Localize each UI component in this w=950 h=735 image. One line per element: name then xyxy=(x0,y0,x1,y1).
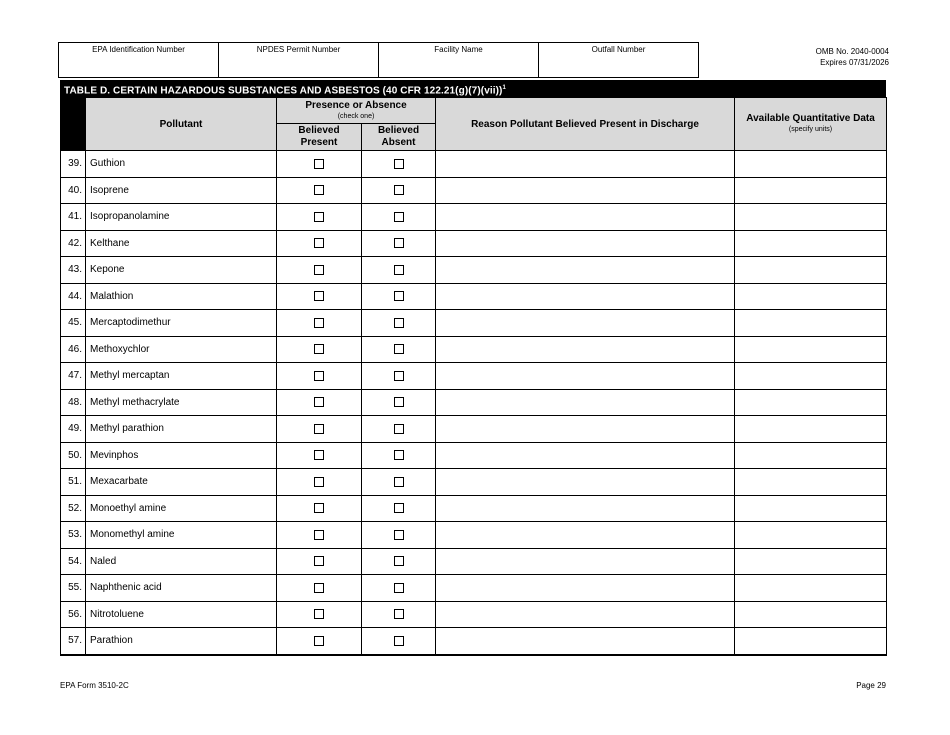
row-number: 43. xyxy=(61,257,86,284)
believed-present-checkbox[interactable] xyxy=(314,583,324,593)
pollutant-name: Kelthane xyxy=(86,230,277,257)
believed-absent-cell xyxy=(362,416,436,443)
believed-present-cell xyxy=(277,151,362,178)
table-row xyxy=(61,389,887,416)
believed-present-cell xyxy=(277,469,362,496)
quant-data-field[interactable] xyxy=(735,204,887,231)
row-number: 54. xyxy=(61,548,86,575)
outfall-number-field[interactable] xyxy=(539,43,698,77)
table-row xyxy=(61,495,887,522)
pollutant-name: Naled xyxy=(86,548,277,575)
believed-present-checkbox[interactable] xyxy=(314,424,324,434)
pollutant-name: Kepone xyxy=(86,257,277,284)
table-row xyxy=(61,469,887,496)
pollutant-name: Monomethyl amine xyxy=(86,522,277,549)
pollutant-name: Isopropanolamine xyxy=(86,204,277,231)
believed-present-cell xyxy=(277,310,362,337)
believed-absent-cell xyxy=(362,389,436,416)
believed-present-checkbox[interactable] xyxy=(314,636,324,646)
believed-absent-cell xyxy=(362,469,436,496)
table-row xyxy=(61,257,887,284)
quant-data-field[interactable] xyxy=(735,151,887,178)
believed-absent-cell xyxy=(362,442,436,469)
quant-data-field[interactable] xyxy=(735,389,887,416)
believed-absent-cell xyxy=(362,575,436,602)
believed-present-cell xyxy=(277,204,362,231)
reason-field[interactable] xyxy=(436,601,735,628)
quant-data-field[interactable] xyxy=(735,283,887,310)
reason-header: Reason Pollutant Believed Present in Discharge xyxy=(436,98,735,151)
presence-header: Presence or Absence (check one) xyxy=(277,98,436,124)
believed-present-cell xyxy=(277,601,362,628)
reason-field[interactable] xyxy=(436,177,735,204)
table-row xyxy=(61,230,887,257)
believed-absent-cell xyxy=(362,363,436,390)
believed-absent-cell xyxy=(362,601,436,628)
believed-present-checkbox[interactable] xyxy=(314,477,324,487)
epa-id-label: EPA Identification Number xyxy=(92,45,185,54)
table-d xyxy=(60,80,886,656)
row-number: 42. xyxy=(61,230,86,257)
quant-data-field[interactable] xyxy=(735,416,887,443)
pollutant-header: Pollutant xyxy=(86,98,277,151)
facility-name-label: Facility Name xyxy=(434,45,483,54)
believed-absent-cell xyxy=(362,522,436,549)
believed-absent-checkbox[interactable] xyxy=(394,503,404,513)
believed-absent-checkbox[interactable] xyxy=(394,556,404,566)
pollutant-name: Parathion xyxy=(86,628,277,655)
believed-present-checkbox[interactable] xyxy=(314,530,324,540)
table-row xyxy=(61,204,887,231)
believed-absent-cell xyxy=(362,310,436,337)
believed-absent-checkbox[interactable] xyxy=(394,159,404,169)
reason-field[interactable] xyxy=(436,522,735,549)
believed-present-checkbox[interactable] xyxy=(314,397,324,407)
row-number-header xyxy=(61,98,86,151)
row-number: 40. xyxy=(61,177,86,204)
reason-field[interactable] xyxy=(436,230,735,257)
believed-absent-checkbox[interactable] xyxy=(394,265,404,275)
form-number: EPA Form 3510-2C xyxy=(60,681,129,690)
table-row xyxy=(61,336,887,363)
reason-field[interactable] xyxy=(436,469,735,496)
quant-data-field[interactable] xyxy=(735,522,887,549)
believed-absent-cell xyxy=(362,495,436,522)
row-number: 55. xyxy=(61,575,86,602)
believed-present-cell xyxy=(277,363,362,390)
believed-absent-cell xyxy=(362,151,436,178)
reason-field[interactable] xyxy=(436,257,735,284)
row-number: 45. xyxy=(61,310,86,337)
believed-absent-checkbox[interactable] xyxy=(394,450,404,460)
believed-absent-checkbox[interactable] xyxy=(394,318,404,328)
believed-present-checkbox[interactable] xyxy=(314,291,324,301)
pollutant-name: Guthion xyxy=(86,151,277,178)
believed-absent-checkbox[interactable] xyxy=(394,583,404,593)
reason-field[interactable] xyxy=(436,575,735,602)
pollutant-name: Isoprene xyxy=(86,177,277,204)
believed-present-checkbox[interactable] xyxy=(314,265,324,275)
reason-field[interactable] xyxy=(436,151,735,178)
quant-data-field[interactable] xyxy=(735,310,887,337)
table-row xyxy=(61,151,887,178)
pollutant-name: Mevinphos xyxy=(86,442,277,469)
row-number: 39. xyxy=(61,151,86,178)
pollutant-table xyxy=(60,97,887,656)
believed-absent-cell xyxy=(362,177,436,204)
believed-absent-cell xyxy=(362,283,436,310)
quant-data-field[interactable] xyxy=(735,177,887,204)
believed-absent-cell xyxy=(362,628,436,655)
npdes-permit-field[interactable] xyxy=(219,43,379,77)
row-number: 50. xyxy=(61,442,86,469)
believed-present-header: Believed Present xyxy=(277,124,362,151)
believed-absent-checkbox[interactable] xyxy=(394,291,404,301)
omb-expiry: Expires 07/31/2026 xyxy=(820,58,889,67)
table-row xyxy=(61,177,887,204)
quant-data-field[interactable] xyxy=(735,363,887,390)
row-number: 44. xyxy=(61,283,86,310)
believed-present-cell xyxy=(277,230,362,257)
believed-present-cell xyxy=(277,522,362,549)
pollutant-name: Methyl mercaptan xyxy=(86,363,277,390)
believed-absent-checkbox[interactable] xyxy=(394,185,404,195)
omb-number: OMB No. 2040-0004 xyxy=(815,47,889,56)
believed-present-cell xyxy=(277,389,362,416)
row-number: 49. xyxy=(61,416,86,443)
quant-data-field[interactable] xyxy=(735,336,887,363)
pollutant-name: Methyl parathion xyxy=(86,416,277,443)
table-row xyxy=(61,522,887,549)
pollutant-name: Mexacarbate xyxy=(86,469,277,496)
quant-data-field[interactable] xyxy=(735,575,887,602)
facility-name-field[interactable] xyxy=(379,43,539,77)
believed-absent-header: Believed Absent xyxy=(362,124,436,151)
quant-data-field[interactable] xyxy=(735,469,887,496)
table-row xyxy=(61,628,887,655)
believed-present-cell xyxy=(277,336,362,363)
table-row xyxy=(61,283,887,310)
believed-present-checkbox[interactable] xyxy=(314,212,324,222)
row-number: 53. xyxy=(61,522,86,549)
believed-present-checkbox[interactable] xyxy=(314,159,324,169)
believed-present-checkbox[interactable] xyxy=(314,450,324,460)
epa-id-field[interactable] xyxy=(59,43,219,77)
believed-present-cell xyxy=(277,575,362,602)
table-row xyxy=(61,575,887,602)
reason-field[interactable] xyxy=(436,204,735,231)
row-number: 56. xyxy=(61,601,86,628)
specify-units-note: (specify units) xyxy=(788,126,833,133)
believed-absent-cell xyxy=(362,257,436,284)
believed-present-checkbox[interactable] xyxy=(314,344,324,354)
footnote-marker: 1 xyxy=(502,85,506,91)
reason-field[interactable] xyxy=(436,495,735,522)
quant-data-field[interactable] xyxy=(735,628,887,655)
facility-header-box xyxy=(58,42,699,78)
reason-field[interactable] xyxy=(436,548,735,575)
reason-field[interactable] xyxy=(436,336,735,363)
row-number: 41. xyxy=(61,204,86,231)
reason-field[interactable] xyxy=(436,628,735,655)
believed-absent-cell xyxy=(362,336,436,363)
reason-field[interactable] xyxy=(436,416,735,443)
believed-absent-checkbox[interactable] xyxy=(394,397,404,407)
believed-absent-checkbox[interactable] xyxy=(394,609,404,619)
pollutant-name: Naphthenic acid xyxy=(86,575,277,602)
pollutant-name: Methyl methacrylate xyxy=(86,389,277,416)
believed-present-checkbox[interactable] xyxy=(314,185,324,195)
believed-present-checkbox[interactable] xyxy=(314,371,324,381)
believed-absent-checkbox[interactable] xyxy=(394,344,404,354)
table-row xyxy=(61,442,887,469)
quant-data-field[interactable] xyxy=(735,230,887,257)
reason-field[interactable] xyxy=(436,310,735,337)
npdes-permit-label: NPDES Permit Number xyxy=(256,45,341,54)
believed-absent-checkbox[interactable] xyxy=(394,636,404,646)
believed-absent-checkbox[interactable] xyxy=(394,424,404,434)
row-number: 57. xyxy=(61,628,86,655)
reason-field[interactable] xyxy=(436,389,735,416)
table-row xyxy=(61,548,887,575)
believed-present-cell xyxy=(277,548,362,575)
quant-data-field[interactable] xyxy=(735,548,887,575)
believed-present-checkbox[interactable] xyxy=(314,609,324,619)
believed-absent-checkbox[interactable] xyxy=(394,238,404,248)
pollutant-name: Monoethyl amine xyxy=(86,495,277,522)
believed-present-cell xyxy=(277,416,362,443)
reason-field[interactable] xyxy=(436,442,735,469)
page-number: Page 29 xyxy=(856,681,886,690)
pollutant-name: Mercaptodimethur xyxy=(86,310,277,337)
omb-info xyxy=(816,46,889,68)
believed-present-checkbox[interactable] xyxy=(314,556,324,566)
outfall-number-label: Outfall Number xyxy=(591,45,646,54)
believed-absent-checkbox[interactable] xyxy=(394,530,404,540)
pollutant-name: Methoxychlor xyxy=(86,336,277,363)
believed-present-cell xyxy=(277,442,362,469)
table-row xyxy=(61,601,887,628)
believed-present-cell xyxy=(277,628,362,655)
believed-absent-cell xyxy=(362,230,436,257)
table-row xyxy=(61,310,887,337)
reason-field[interactable] xyxy=(436,363,735,390)
quant-data-field[interactable] xyxy=(735,495,887,522)
believed-present-checkbox[interactable] xyxy=(314,238,324,248)
believed-present-checkbox[interactable] xyxy=(314,318,324,328)
row-number: 46. xyxy=(61,336,86,363)
row-number: 51. xyxy=(61,469,86,496)
check-one-note: (check one) xyxy=(337,112,375,120)
quant-data-field[interactable] xyxy=(735,257,887,284)
row-number: 48. xyxy=(61,389,86,416)
believed-present-cell xyxy=(277,177,362,204)
believed-present-cell xyxy=(277,495,362,522)
quant-data-field[interactable] xyxy=(735,442,887,469)
believed-absent-cell xyxy=(362,204,436,231)
table-row xyxy=(61,363,887,390)
believed-absent-checkbox[interactable] xyxy=(394,212,404,222)
believed-absent-cell xyxy=(362,548,436,575)
row-number: 52. xyxy=(61,495,86,522)
believed-present-checkbox[interactable] xyxy=(314,503,324,513)
table-row xyxy=(61,416,887,443)
quant-data-field[interactable] xyxy=(735,601,887,628)
believed-present-cell xyxy=(277,283,362,310)
believed-absent-checkbox[interactable] xyxy=(394,477,404,487)
reason-field[interactable] xyxy=(436,283,735,310)
believed-absent-checkbox[interactable] xyxy=(394,371,404,381)
pollutant-name: Nitrotoluene xyxy=(86,601,277,628)
pollutant-name: Malathion xyxy=(86,283,277,310)
quant-data-header: Available Quantitative Data (specify units) xyxy=(735,98,887,151)
table-title: TABLE D. CERTAIN HAZARDOUS SUBSTANCES AND ASBESTOS (40 CFR 122.21(g)(7)(vii))$^1$ xyxy=(60,80,886,97)
believed-present-cell xyxy=(277,257,362,284)
row-number: 47. xyxy=(61,363,86,390)
